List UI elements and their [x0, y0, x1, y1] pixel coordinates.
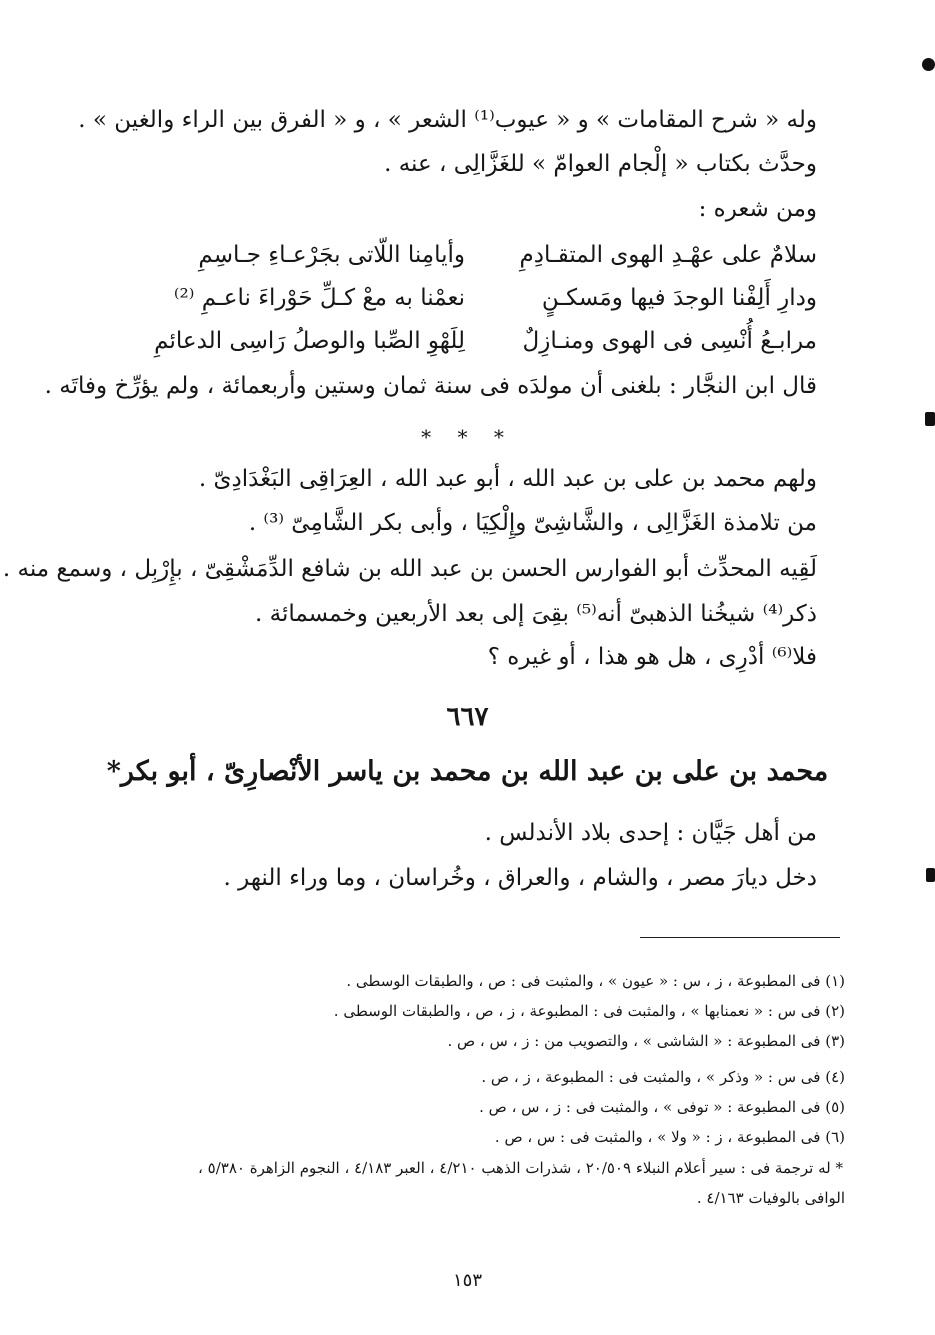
verse-hemistich-left: وأيامِنا اللّاتى بجَرْعـاءِ جـاسِمِ	[198, 242, 465, 268]
footnote-reference: الوافى بالوفيات ٤/١٦٣ .	[696, 1189, 845, 1207]
verse-hemistich-right: مرابـعُ أُنْسِى فى الهوى ومنـازِلٌ	[522, 328, 817, 354]
verse-hemistich-left: نعمْنا به معْ كـلِّ حَوْراءَ ناعـمِ ⁽²⁾	[173, 285, 465, 311]
body-line: ذكر⁽⁴⁾ شيخُنا الذهبىّ أنه⁽⁵⁾ بقِىَ إلى بعد الأربعين وخمسمائة .	[255, 601, 817, 627]
footnote: (٣) فى المطبوعة : « الشاشى » ، والتصويب من : ز ، س ، ص .	[447, 1032, 845, 1050]
body-line: دخل ديارَ مصر ، والشام ، والعراق ، وخُراسان ، وما وراء النهر .	[223, 865, 817, 891]
section-divider: * * *	[421, 425, 514, 449]
verse-hemistich-left: لِلَهْوِ الصِّبا والوصلُ رَاسِى الدعائمِ	[154, 328, 465, 354]
body-line: لَقِيه المحدِّث أبو الفوارس الحسن بن عبد الله بن شافع الدِّمَشْقِىّ ، بإِرْبِل ، وسمع منه .	[2, 556, 817, 582]
body-line: من أهل جَيَّان : إحدى بلاد الأندلس .	[484, 820, 817, 846]
verse-hemistich-right: ودارِ أَلِفْنا الوجدَ فيها ومَسكـنٍ	[541, 285, 817, 311]
scan-mark	[926, 868, 935, 882]
verse-hemistich-right: سلامٌ على عهْـدِ الهوى المتقـادِمِ	[519, 242, 817, 268]
footnote: (١) فى المطبوعة ، ز ، س : « عيون » ، والمثبت فى : ص ، والطبقات الوسطى .	[346, 972, 845, 990]
body-line: من تلامذة الغَزَّالِى ، والشَّاشِىّ وإِلْكِيَا ، وأبى بكر الشَّامِىّ ⁽³⁾ .	[248, 510, 817, 536]
body-line: وحدَّث بكتاب « إلْجام العوامّ » للغَزَّالِى ، عنه .	[384, 151, 817, 177]
footnote-reference: * له ترجمة فى : سير أعلام النبلاء ٢٠/٥٠٩ ، شذرات الذهب ٤/٢١٠ ، العبر ٤/١٨٣ ، النجوم الزاهرة ٥/٣٨٠ ،	[198, 1159, 843, 1177]
footnote: (٦) فى المطبوعة ، ز : « ولا » ، والمثبت فى : س ، ص .	[494, 1128, 845, 1146]
footnote: (٤) فى س : « وذكر » ، والمثبت فى : المطبوعة ، ز ، ص .	[481, 1068, 845, 1086]
footnote-separator	[640, 937, 840, 938]
scan-mark	[922, 58, 935, 71]
body-line: ولهم محمد بن على بن عبد الله ، أبو عبد الله ، العِرَاقِى البَغْدَادِىّ .	[198, 466, 817, 492]
body-line: ومن شعره :	[698, 196, 817, 222]
footnote: (٢) فى س : « نعمنابها » ، والمثبت فى : المطبوعة ، ز ، ص ، والطبقات الوسطى .	[333, 1002, 845, 1020]
entry-title: محمد بن على بن عبد الله بن محمد بن ياسر الأنْصارِىّ ، أبو بكر*	[106, 756, 829, 787]
body-line: قال ابن النجَّار : بلغنى أن مولدَه فى سنة ثمان وستين وأربعمائة ، ولم يؤرِّخ وفاتَه .	[44, 373, 817, 399]
entry-number: ٦٦٧	[446, 702, 489, 732]
footnote: (٥) فى المطبوعة : « توفى » ، والمثبت فى : ز ، س ، ص .	[479, 1098, 845, 1116]
body-line: فلا⁽⁶⁾ أدْرِى ، هل هو هذا ، أو غيره ؟	[487, 644, 817, 670]
page-number: ١٥٣	[452, 1270, 482, 1291]
body-line: وله « شرح المقامات » و « عيوب⁽¹⁾ الشعر » ، و « الفرق بين الراء والغين » .	[78, 107, 817, 133]
